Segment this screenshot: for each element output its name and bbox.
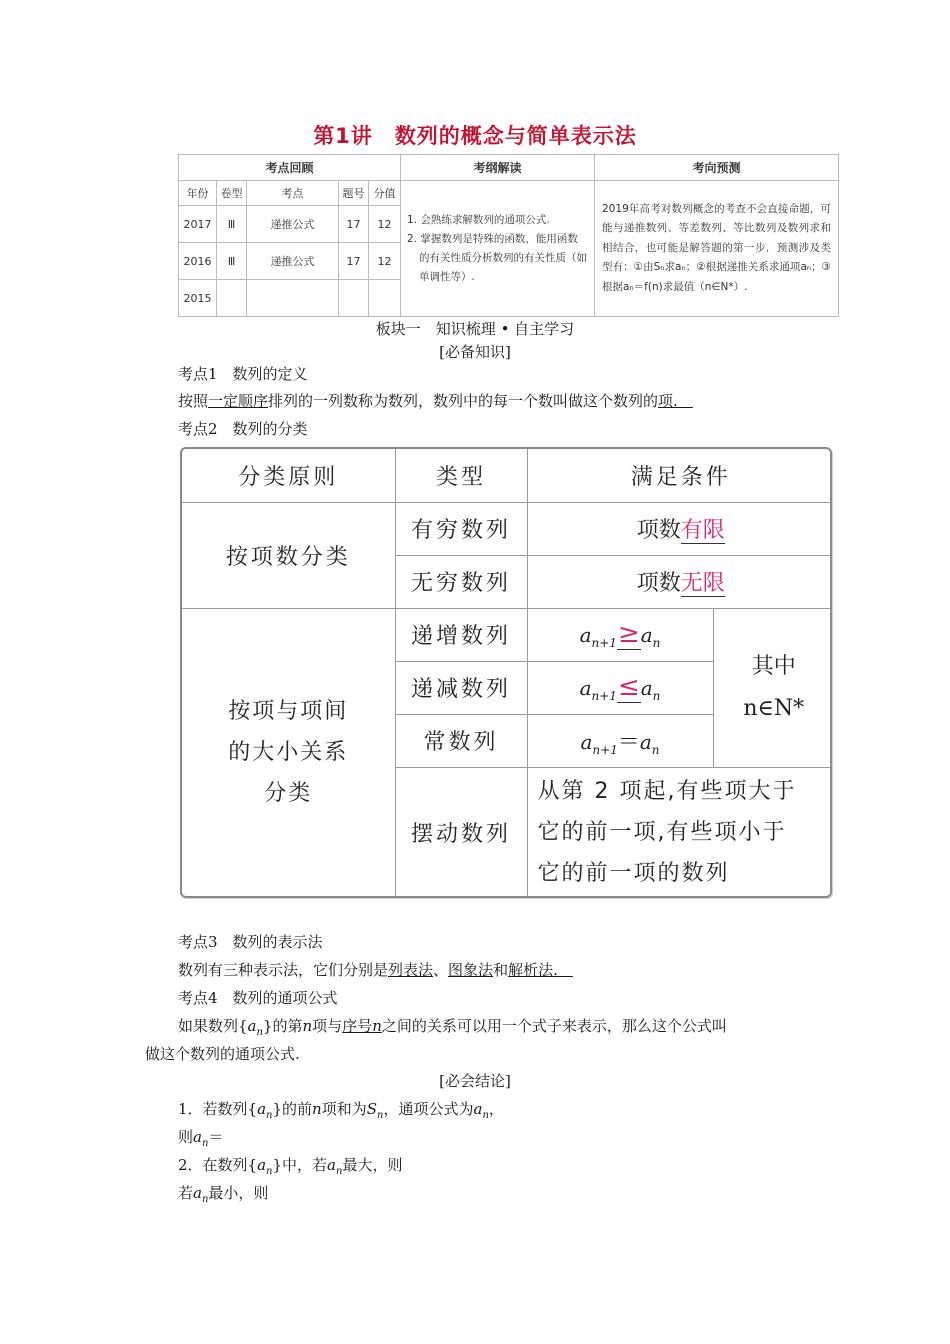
point3-text: 数列有三种表示法，它们分别是列表法、图象法和解析法. <box>178 961 558 979</box>
point3-title: 考点3 数列的表示法 <box>178 933 323 951</box>
table-row: 2016 Ⅲ 递推公式 17 12 <box>179 243 839 280</box>
header-prediction: 考向预测 <box>595 155 839 181</box>
cls-infinite-type: 无穷数列 <box>395 555 527 608</box>
cls-constant-type: 常数列 <box>395 714 527 767</box>
cls-by-count: 按项数分类 <box>182 502 395 608</box>
sub-header-paper: 卷型 <box>217 181 247 206</box>
sub-header-topic: 考点 <box>247 181 339 206</box>
cls-increasing-type: 递增数列 <box>395 608 527 661</box>
sub-header-number: 题号 <box>339 181 369 206</box>
conclusion1-line2: 则$a_n=$ <box>178 1128 224 1149</box>
cls-oscillating-desc: 从第 2 项起,有些项大于 它的前一项,有些项小于 它的前一项的数列 <box>527 767 832 897</box>
cls-note: 其中 n∈N* <box>713 608 832 767</box>
header-outline: 考纲解读 <box>401 155 595 181</box>
cls-finite-cond: 项数有限 <box>527 502 832 555</box>
outline-cell <box>401 181 595 317</box>
classification-table <box>180 447 832 898</box>
section-title: 板块一 知识梳理 • 自主学习 <box>375 320 575 338</box>
exam-overview-table <box>178 154 839 317</box>
cls-increasing-rel: $a_{n+1}\ge a_n$ <box>527 608 713 661</box>
cls-decreasing-rel: $a_{n+1}\le a_n$ <box>527 661 713 714</box>
table-row: 2017 Ⅲ 递推公式 17 12 <box>179 206 839 243</box>
cls-header-condition: 满足条件 <box>527 449 832 502</box>
point4-text: 如果数列$\{a_n\}$的第n项与序号n之间的关系可以用一个式子来表示，那么这个公式叫 <box>178 1017 727 1038</box>
header-review: 考点回顾 <box>179 155 401 181</box>
cls-header-type: 类型 <box>395 449 527 502</box>
section-bracket-required-knowledge: [必备知识] <box>439 343 511 361</box>
cls-oscillating-type: 摆动数列 <box>395 767 527 897</box>
cls-infinite-cond: 项数无限 <box>527 555 832 608</box>
point1-title: 考点1 数列的定义 <box>178 365 308 383</box>
table-row: 2015 <box>179 280 839 317</box>
section-bracket-conclusions: [必会结论] <box>439 1072 511 1090</box>
sub-header-score: 分值 <box>369 181 401 206</box>
point4-title: 考点4 数列的通项公式 <box>178 989 338 1007</box>
sub-header-year: 年份 <box>179 181 217 206</box>
outline-item: 1. 会熟练求解数列的通项公式. <box>407 213 550 226</box>
cls-constant-rel: $a_{n+1}=a_n$ <box>527 714 713 767</box>
cls-decreasing-type: 递减数列 <box>395 661 527 714</box>
outline-item: 2. 掌握数列是特殊的函数，能用函数的有关性质分析数列的有关性质（如单调性等）. <box>407 232 588 283</box>
point4-text-line2: 做这个数列的通项公式. <box>145 1045 300 1063</box>
page-title: 第1讲 数列的概念与简单表示法 <box>313 124 637 148</box>
point1-text: 按照一定顺序排列的一列数称为数列，数列中的每一个数叫做这个数列的项. <box>178 392 678 410</box>
prediction-cell: 2019年高考对数列概念的考查不会直接命题，可能与递推数列、等差数列、等比数列及数列求和相结合，也可能是解答题的第一步．预测涉及类型有：①由Sₙ求aₙ；②根据递推关系求通项aₙ；③根据aₙ＝f(n)求最值（n∈N*）. <box>595 181 839 317</box>
conclusion2-text: 2．在数列$\{a_n\}$中，若$a_n$最大，则 <box>178 1156 403 1177</box>
point2-title: 考点2 数列的分类 <box>178 420 308 438</box>
cls-header-principle: 分类原则 <box>182 449 395 502</box>
conclusion1-text: 1．若数列$\{a_n\}$的前n项和为$S_n$，通项公式为$a_n$， <box>178 1100 504 1121</box>
cls-by-size: 按项与项间 的大小关系 分类 <box>182 608 395 897</box>
cls-finite-type: 有穷数列 <box>395 502 527 555</box>
conclusion3-text: 若$a_n$最小，则 <box>178 1184 269 1205</box>
